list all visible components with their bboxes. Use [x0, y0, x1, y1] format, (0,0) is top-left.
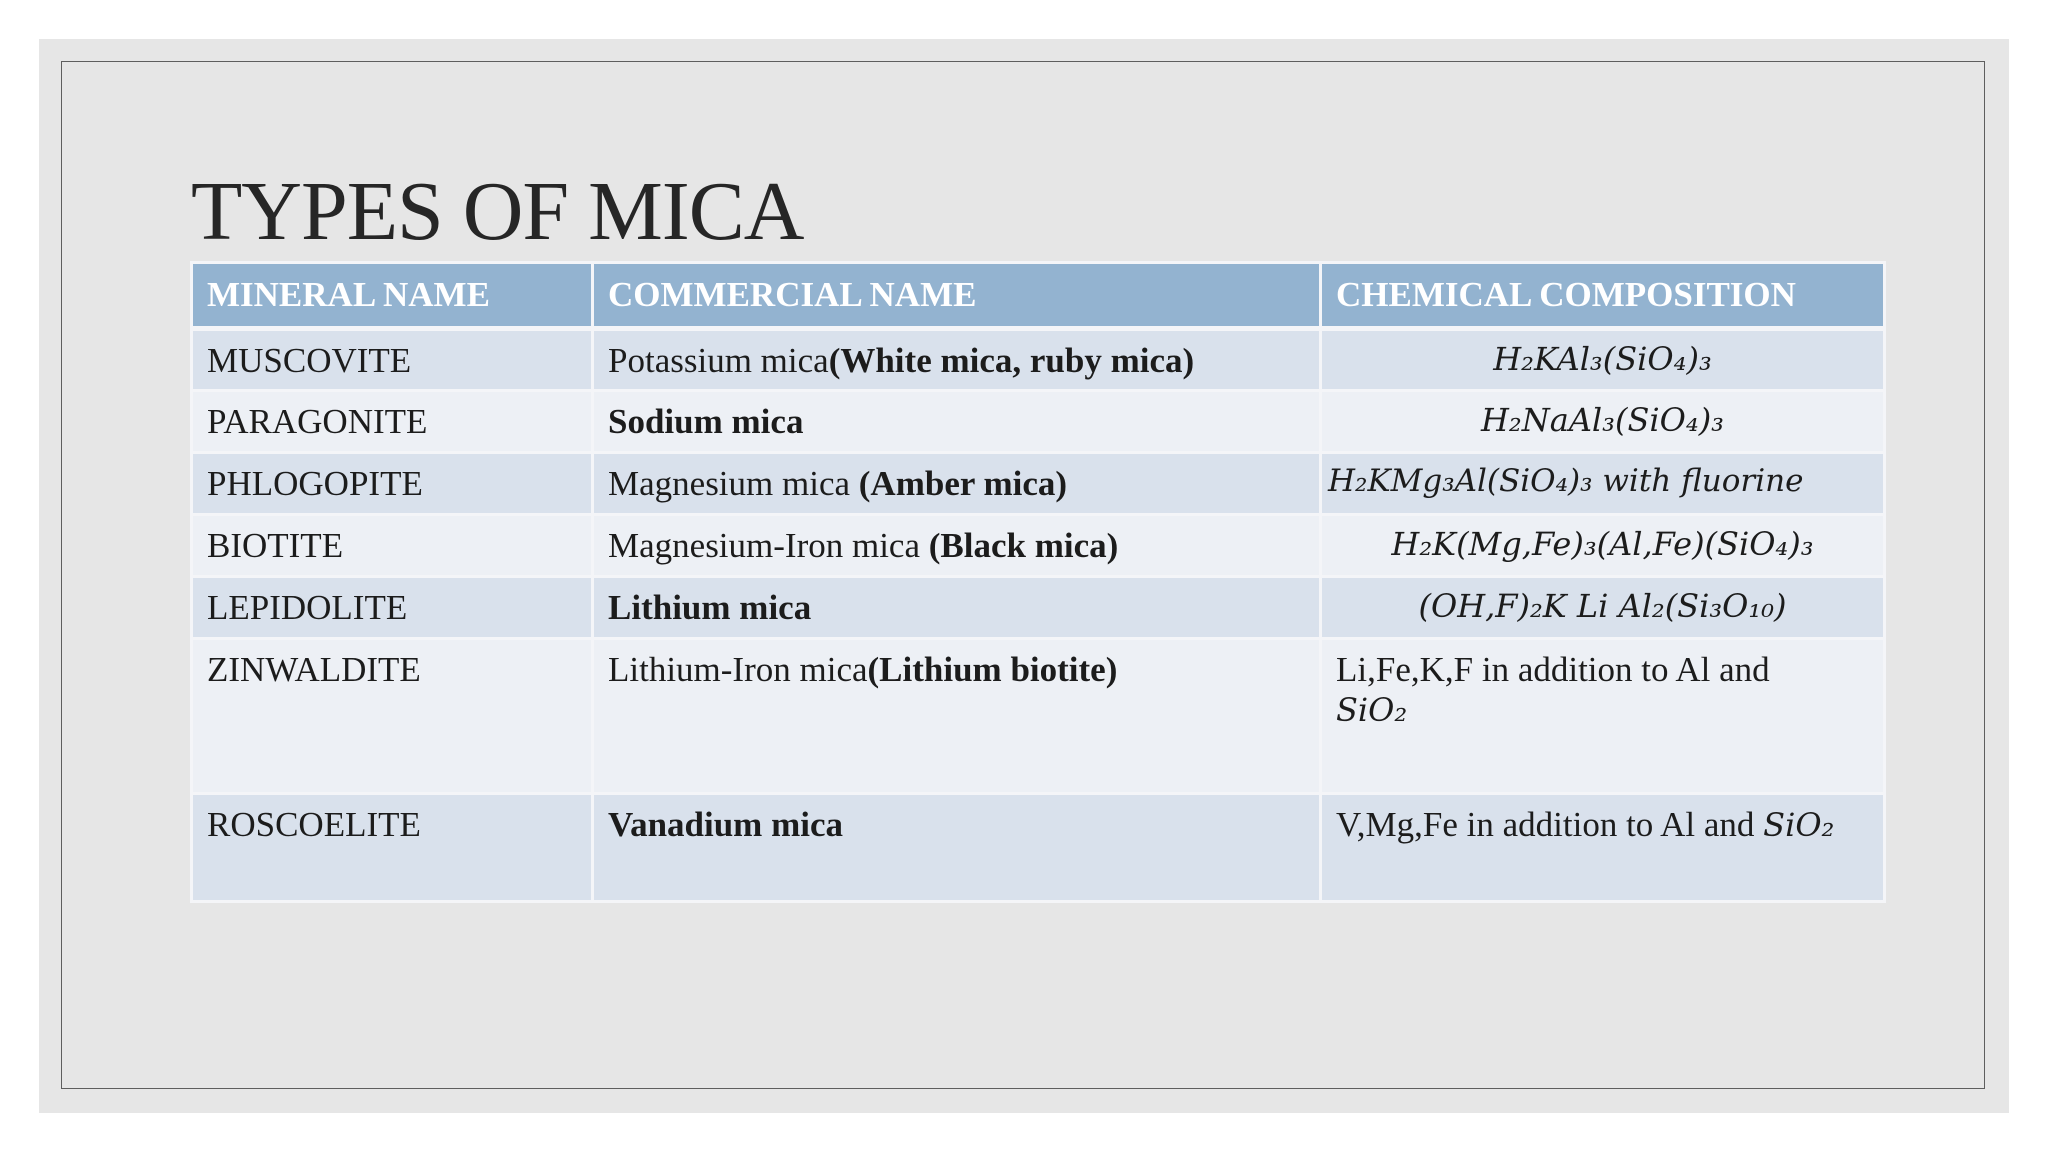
commercial-cell — [593, 453, 1321, 515]
commercial-plain: Potassium mica — [608, 341, 829, 380]
table-row — [192, 453, 1885, 515]
mineral-cell: PARAGONITE — [192, 391, 593, 453]
commercial-bold: Sodium mica — [608, 402, 804, 441]
mineral-cell: MUSCOVITE — [192, 329, 593, 391]
table-row — [192, 515, 1885, 577]
composition-cell — [1321, 515, 1885, 577]
mineral-cell: ROSCOELITE — [192, 794, 593, 902]
composition-formula: SiO₂ — [1763, 806, 1835, 844]
mica-types-table — [190, 261, 1886, 903]
header-mineral-name: MINERAL NAME — [192, 263, 593, 329]
commercial-bold: (White mica, ruby mica) — [828, 341, 1195, 380]
table-row — [192, 329, 1885, 391]
commercial-bold: (Lithium biotite) — [867, 650, 1118, 689]
table-row — [192, 391, 1885, 453]
mineral-cell: PHLOGOPITE — [192, 453, 593, 515]
composition-formula: H₂NaAl₃(SiO₄)₃ — [1481, 401, 1724, 439]
commercial-bold: (Black mica) — [928, 526, 1119, 565]
mineral-cell: LEPIDOLITE — [192, 577, 593, 639]
commercial-cell — [593, 577, 1321, 639]
composition-cell — [1321, 453, 1885, 515]
commercial-cell — [593, 794, 1321, 902]
table-row — [192, 577, 1885, 639]
composition-text: Li,Fe,K,F in addition to Al and — [1336, 650, 1770, 689]
composition-formula: H₂KMg₃Al(SiO₄)₃ with fluorine — [1328, 463, 1804, 499]
composition-formula: SiO₂ — [1336, 691, 1408, 730]
commercial-bold: Vanadium mica — [608, 805, 844, 844]
slide-title: TYPES OF MICA — [191, 165, 804, 258]
commercial-plain: Lithium-Iron mica — [608, 650, 868, 689]
commercial-bold: Lithium mica — [608, 588, 812, 627]
header-commercial-name: COMMERCIAL NAME — [593, 263, 1321, 329]
composition-formula: H₂K(Mg,Fe)₃(Al,Fe)(SiO₄)₃ — [1391, 525, 1814, 563]
commercial-plain: Magnesium-Iron mica — [608, 526, 929, 565]
table-header-row — [192, 263, 1885, 329]
commercial-cell — [593, 515, 1321, 577]
composition-cell — [1321, 639, 1885, 794]
composition-formula: (OH,F)₂K Li Al₂(Si₃O₁₀) — [1418, 587, 1787, 625]
composition-formula: H₂KAl₃(SiO₄)₃ — [1493, 340, 1712, 378]
header-chemical-composition: CHEMICAL COMPOSITION — [1321, 263, 1885, 329]
composition-cell — [1321, 577, 1885, 639]
table-row — [192, 639, 1885, 794]
commercial-cell — [593, 639, 1321, 794]
commercial-plain: Magnesium mica — [608, 464, 859, 503]
commercial-bold: (Amber mica) — [858, 464, 1068, 503]
mineral-cell: BIOTITE — [192, 515, 593, 577]
commercial-cell — [593, 391, 1321, 453]
mineral-cell: ZINWALDITE — [192, 639, 593, 794]
composition-cell — [1321, 794, 1885, 902]
composition-cell — [1321, 329, 1885, 391]
commercial-cell — [593, 329, 1321, 391]
table-row — [192, 794, 1885, 902]
composition-cell — [1321, 391, 1885, 453]
composition-text: V,Mg,Fe in addition to Al and — [1336, 805, 1764, 844]
